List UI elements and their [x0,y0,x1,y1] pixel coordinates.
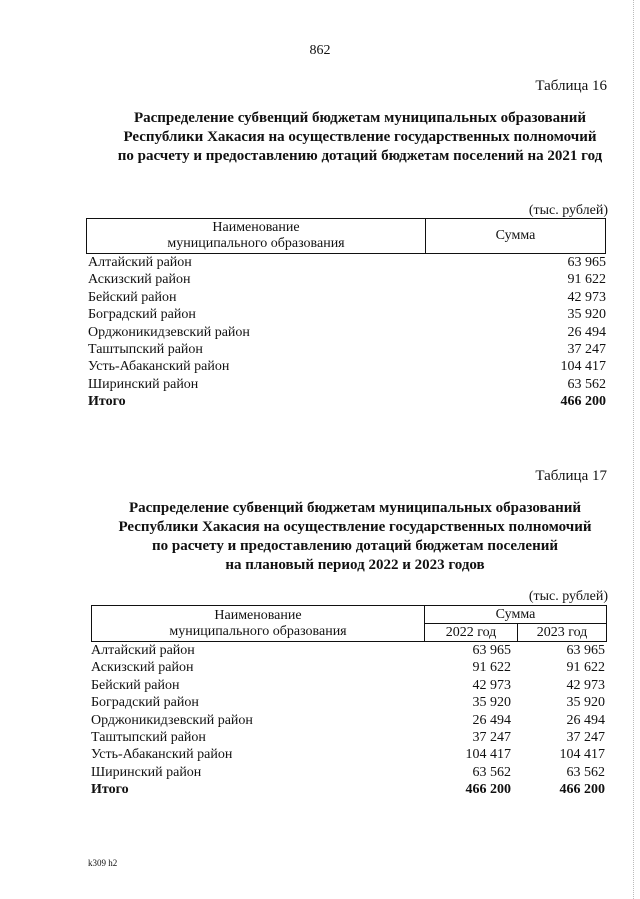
total-label: Итого [91,782,129,798]
row-value: 37 247 [567,341,606,357]
row-value-2023: 26 494 [566,712,605,728]
table-row [88,341,608,358]
table-row [88,254,608,271]
table-row [91,764,607,781]
row-value-2023: 42 973 [566,677,605,693]
table-row [88,376,608,393]
row-name: Аскизский район [91,660,194,676]
row-name: Усть-Абаканский район [91,747,233,763]
row-value: 63 562 [567,376,606,392]
table-16-units: (тыс. рублей) [528,203,608,218]
table-row [91,746,607,763]
table-17-title-line: Распределение субвенций бюджетам муниципальных образований [128,500,582,516]
row-name: Ширинский район [88,376,199,392]
row-value-2023: 37 247 [566,729,605,745]
table-row [88,306,608,323]
header-name-line2: муниципального образования [169,623,347,639]
table-16-title [90,109,630,166]
table-16-header [86,218,606,254]
row-name: Таштыпский район [91,729,206,745]
table-row [91,642,607,659]
row-name: Таштыпский район [88,341,203,357]
table-16-title-line: Республики Хакасия на осуществление государственных полномочий [123,129,597,145]
table-16-header-sum: Сумма [426,219,606,254]
total-label: Итого [88,394,126,410]
footer-code: k309 h2 [88,858,118,868]
row-name: Бейский район [88,289,177,305]
table-17-title-line: по расчету и предоставлению дотаций бюджетам поселений [151,538,559,554]
row-value-2023: 104 417 [559,747,605,763]
table-16-body [88,254,608,411]
row-value-2022: 91 622 [472,660,511,676]
table-row [88,271,608,288]
table-17-title [85,499,625,575]
row-value-2022: 63 965 [472,643,511,658]
row-name: Усть-Абаканский район [88,359,230,375]
row-name: Орджоникидзевский район [91,712,253,728]
table-17-header-year-2023: 2023 год [518,624,607,642]
table-total-row [88,393,608,410]
row-value-2023: 91 622 [566,660,605,676]
table-16-title-line: Распределение субвенций бюджетам муниципальных образований [133,110,587,126]
page-number: 862 [309,43,331,58]
table-row [91,659,607,676]
row-value: 91 622 [567,272,606,288]
table-row [88,358,608,375]
header-name-line1: Наименование [212,220,300,235]
table-17-title-line: Республики Хакасия на осуществление государственных полномочий [118,519,592,535]
row-value-2022: 37 247 [472,729,511,745]
table-row [88,289,608,306]
row-value: 104 417 [560,359,606,375]
table-16-title-line: по расчету и предоставлению дотаций бюджетам поселений на 2021 год [117,148,603,164]
row-value: 35 920 [567,307,606,323]
row-name: Алтайский район [88,255,192,270]
row-value-2023: 63 562 [566,764,605,780]
table-16-label: Таблица 16 [535,78,607,94]
table-17-header [91,605,607,642]
table-row [91,712,607,729]
table-16-header-name [87,219,426,254]
header-name-line1: Наименование [214,607,302,623]
header-name-line2: муниципального образования [167,236,345,251]
row-name: Боградский район [91,695,199,711]
row-value: 42 973 [567,289,606,305]
row-value-2022: 104 417 [465,747,511,763]
row-value-2022: 35 920 [472,695,511,711]
table-row [88,324,608,341]
scan-edge [633,0,640,899]
row-value: 26 494 [567,324,606,340]
table-row [91,729,607,746]
row-value-2023: 63 965 [566,643,605,658]
row-name: Орджоникидзевский район [88,324,250,340]
table-17-body [91,642,607,799]
table-17-header-year-2022: 2022 год [425,624,518,642]
row-value-2022: 42 973 [472,677,511,693]
total-value-2022: 466 200 [465,782,511,798]
table-row [91,694,607,711]
row-name: Бейский район [91,677,180,693]
row-value: 63 965 [567,255,606,270]
row-value-2022: 26 494 [472,712,511,728]
table-17-label: Таблица 17 [535,468,607,484]
row-name: Аскизский район [88,272,191,288]
table-17-header-sum: Сумма [425,606,607,624]
table-17-header-name [92,606,425,642]
row-value-2023: 35 920 [566,695,605,711]
total-value-2023: 466 200 [559,782,605,798]
row-name: Ширинский район [91,764,202,780]
table-17-units: (тыс. рублей) [528,589,608,604]
table-row [91,677,607,694]
row-name: Алтайский район [91,643,195,658]
table-17-title-line: на плановый период 2022 и 2023 годов [225,557,485,573]
row-value-2022: 63 562 [472,764,511,780]
row-name: Боградский район [88,307,196,323]
total-value: 466 200 [560,394,606,410]
table-total-row [91,781,607,798]
